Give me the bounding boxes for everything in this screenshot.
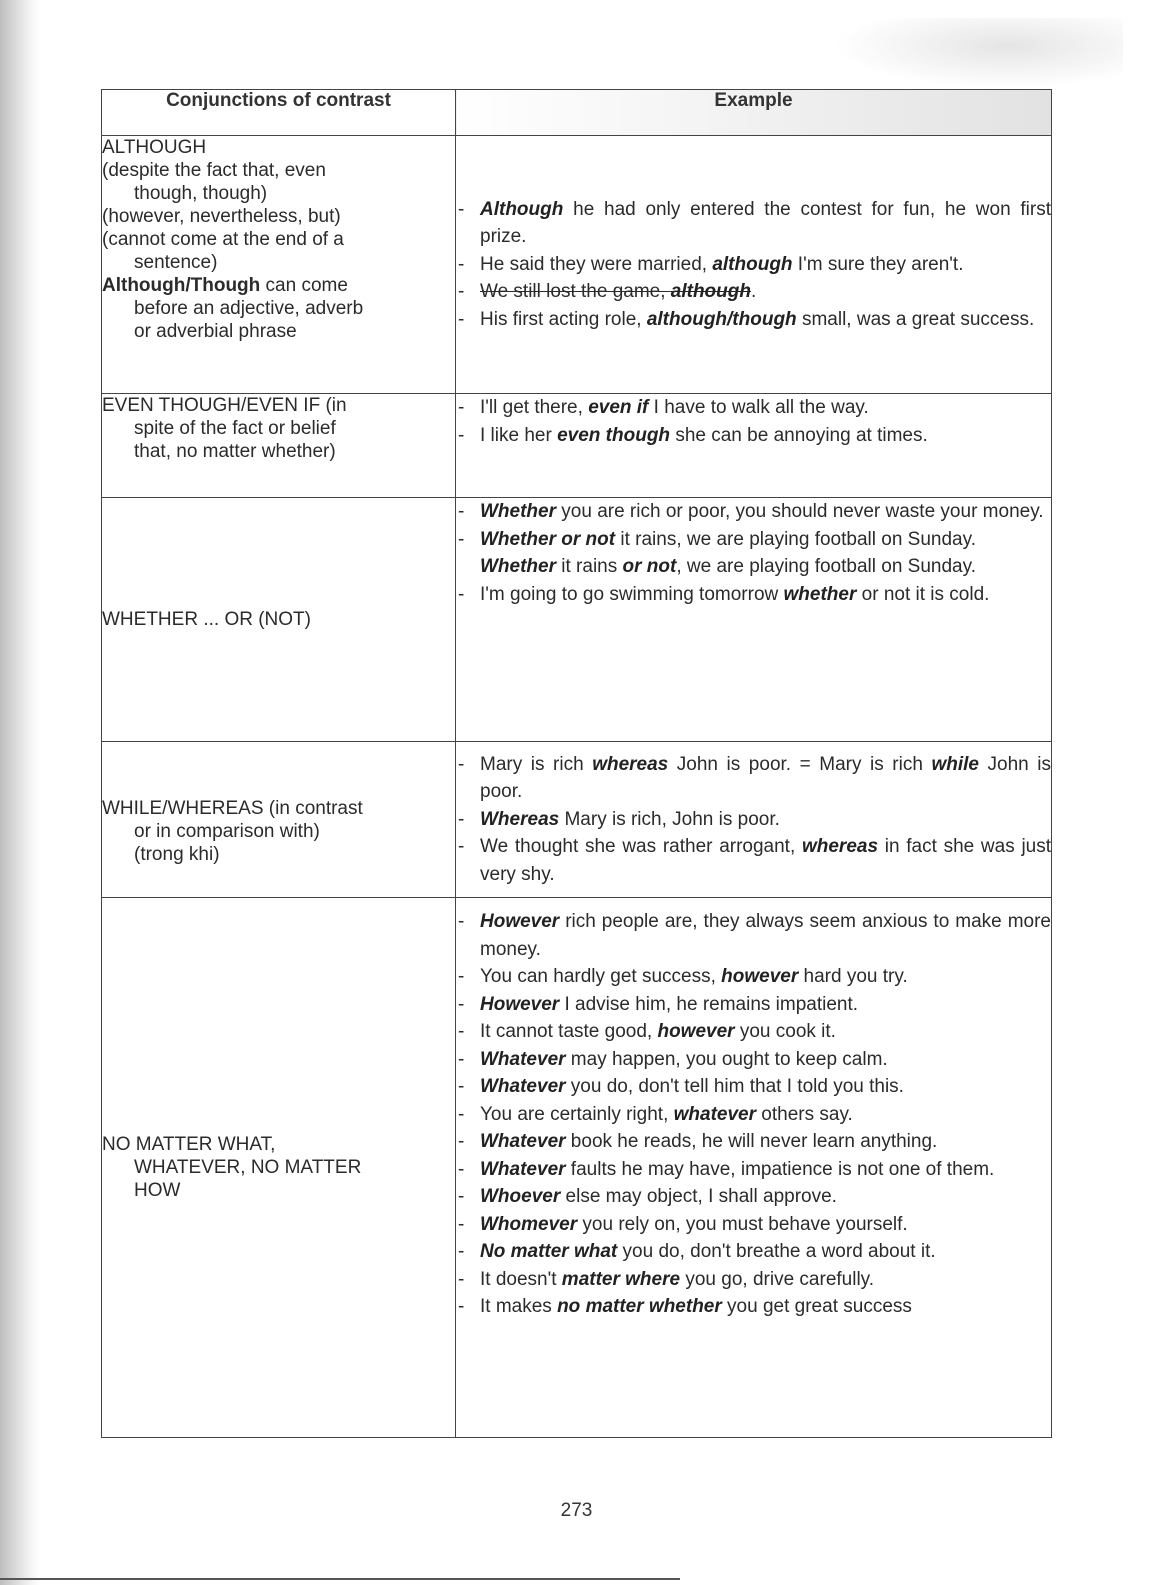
conjunction-line: spite of the fact or belief [134,418,336,439]
example-sentence [456,751,1051,806]
example-text: rich people are, they always seem anxious to make more money. [480,911,1051,960]
example-sentence [456,553,1051,581]
conjunction-line: NO MATTER WHAT, [102,1134,276,1155]
example-sentence [456,251,1051,279]
example-sentence [456,1183,1051,1211]
conjunction-line: (cannot come at the end of a [102,229,344,250]
conjunction-keyword: However [480,911,560,932]
example-text: I'm sure they aren't. [792,253,964,275]
example-text: you do, don't breathe a word about it. [617,1241,936,1262]
example-text: I'm going to go swimming tomorrow [480,583,784,605]
conjunction-line: ALTHOUGH [102,137,207,158]
example-text: you do, don't tell him that I told you this. [565,1076,904,1097]
example-list [456,394,1051,449]
example-text: it rains [556,556,623,577]
table-header-row [102,90,1052,136]
header-example: Example [456,90,1052,136]
conjunction-keyword: Whatever [480,1131,566,1152]
example-text: she can be annoying at times. [670,424,928,446]
example-text: Mary is rich [480,753,593,775]
example-sentence [456,991,1051,1019]
conjunctions-table [101,89,1052,1438]
conjunction-line: or in comparison with) [134,821,320,842]
conjunction-line-rest: can come [260,275,348,296]
conjunction-keyword: whatever [673,1103,757,1125]
conjunction-cell [102,136,456,394]
example-sentence [456,1266,1051,1294]
bottom-rule [0,1578,680,1580]
example-text: you get great success [721,1296,912,1317]
conjunction-keyword: No matter what [480,1241,618,1262]
example-text: you cook it. [734,1021,836,1042]
example-cell [456,742,1052,898]
table-row [102,498,1052,742]
conjunction-line: or adverbial phrase [134,321,297,342]
example-list [456,908,1051,1321]
conjunction-keyword: Whereas [480,808,560,830]
example-sentence [456,306,1051,334]
example-sentence [456,1128,1051,1156]
conjunction-cell [102,898,456,1438]
example-text: small, was a great success. [796,308,1035,330]
scan-edge [0,0,40,1585]
conjunction-cell [102,394,456,498]
example-text: It makes [480,1296,558,1317]
example-text: else may object, I shall approve. [560,1186,837,1207]
example-text: He said they were married, [480,253,713,275]
page-number: 273 [560,1500,593,1521]
conjunction-line: though, though) [134,183,268,204]
example-sentence [456,1238,1051,1266]
example-text: We thought she was rather arrogant, [480,836,802,858]
conjunction-keyword: even though [557,424,671,446]
conjunction-keyword: Whomever [480,1213,578,1235]
table-row [102,742,1052,898]
conjunction-line: (despite the fact that, even [102,160,326,181]
example-text: or not it is cold. [856,583,990,605]
example-list [456,196,1051,334]
conjunction-keyword: Whatever [480,1158,566,1180]
conjunction-line: before an adjective, adverb [134,298,364,319]
example-cell [456,394,1052,498]
example-sentence [456,1293,1051,1321]
header-conjunctions: Conjunctions of contrast [102,90,456,136]
example-text: may happen, you ought to keep calm. [565,1048,888,1070]
example-text: you are rich or poor, you should never waste your money. [556,501,1044,522]
example-text: I advise him, he remains impatient. [559,993,859,1015]
example-cell [456,898,1052,1438]
scan-speckle [833,18,1123,88]
example-sentence [456,581,1051,609]
conjunction-line: that, no matter whether) [134,441,336,462]
example-text: Mary is rich, John is poor. [559,808,780,830]
example-list [456,751,1051,889]
conjunction-keyword: while [931,753,979,775]
example-text: We still lost the game, [480,281,671,303]
table-row [102,136,1052,394]
conjunction-keyword: no matter whether [557,1296,722,1317]
example-sentence [456,422,1051,450]
conjunction-keyword: matter where [561,1268,681,1290]
example-sentence [456,1101,1051,1129]
example-text: You are certainly right, [480,1103,674,1125]
conjunction-line: (trong khi) [134,844,220,865]
example-text: it rains, we are playing football on Sunday. [615,528,976,550]
example-sentence [456,908,1051,963]
conjunction-keyword: Whether or not [480,528,616,550]
example-text: I like her [480,424,558,446]
example-text: in fact she was just very shy. [480,836,1052,885]
conjunction-line: WHATEVER, NO MATTER [134,1157,362,1178]
example-text: others say. [756,1103,853,1125]
example-text: hard you try. [798,966,908,987]
example-sentence [456,526,1051,554]
example-text: I have to walk all the way. [648,397,869,418]
table-row [102,394,1052,498]
conjunction-keyword: even if [588,397,649,418]
example-text: You can hardly get success, [480,966,722,987]
example-sentence [456,1211,1051,1239]
example-sentence [456,394,1051,422]
conjunction-keyword: Although/Though [102,275,261,296]
conjunction-keyword: or not [622,556,677,577]
conjunction-cell [102,742,456,898]
conjunction-line: sentence) [134,252,218,273]
example-text: book he reads, he will never learn anything. [565,1131,938,1152]
example-sentence [456,806,1051,834]
example-text: It cannot taste good, [480,1021,658,1042]
table-row [102,898,1052,1438]
conjunction-line: EVEN THOUGH/EVEN IF (in [102,395,347,416]
example-sentence [456,1046,1051,1074]
conjunction-line: (however, nevertheless, but) [102,206,341,227]
example-text: John is poor. [480,753,1051,803]
example-sentence [456,196,1051,251]
conjunction-keyword: However [480,993,560,1015]
conjunction-keyword: although/though [646,308,797,330]
conjunction-keyword: whereas [801,836,879,858]
conjunction-keyword: Whatever [480,1076,566,1097]
conjunction-keyword: whether [783,583,857,605]
conjunction-keyword: Whatever [480,1048,566,1070]
example-sentence [456,278,1051,306]
conjunction-line: HOW [134,1180,181,1201]
example-text: you go, drive carefully. [680,1268,875,1290]
conjunction-line: WHETHER ... OR (NOT) [102,609,311,630]
example-sentence [456,498,1051,526]
conjunction-keyword: Although [480,198,564,220]
example-sentence [456,963,1051,991]
conjunction-keyword: however [721,966,799,987]
example-text: . [750,281,757,303]
conjunction-keyword: although [712,253,793,275]
example-text: John is poor. = Mary is rich [668,753,932,775]
conjunction-keyword: Whether [480,556,556,577]
conjunction-line [102,274,455,297]
conjunction-line: WHILE/WHEREAS (in contrast [102,798,363,819]
example-sentence [456,1156,1051,1184]
conjunction-keyword: however [657,1021,735,1042]
example-sentence [456,1018,1051,1046]
example-cell [456,498,1052,742]
conjunction-cell [102,498,456,742]
example-text: faults he may have, impatience is not one of them. [565,1158,995,1180]
example-text: you rely on, you must behave yourself. [577,1213,908,1235]
example-cell [456,136,1052,394]
example-text: I'll get there, [480,397,589,418]
conjunction-keyword: although [670,281,751,303]
example-text: His first acting role, [480,308,647,330]
example-text: It doesn't [480,1268,562,1290]
example-sentence [456,1073,1051,1101]
conjunction-keyword: Whoever [480,1186,561,1207]
example-sentence [456,833,1051,888]
conjunction-keyword: Whether [480,501,556,522]
example-text: , we are playing football on Sunday. [676,556,976,577]
conjunction-keyword: whereas [592,753,669,775]
example-list [456,498,1051,608]
example-text: he had only entered the contest for fun, he won first prize. [480,198,1051,248]
